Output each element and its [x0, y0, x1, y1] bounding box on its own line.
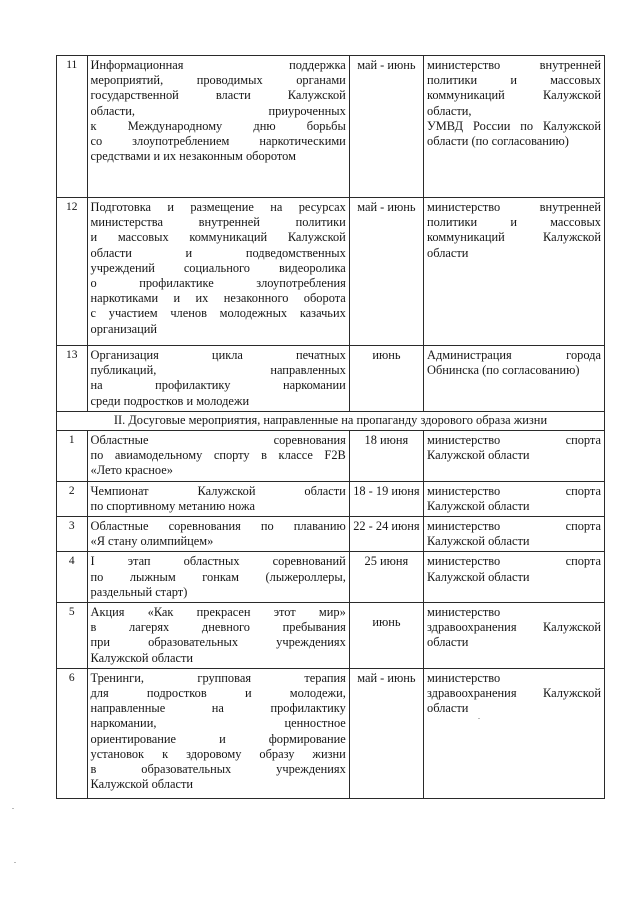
responsible-org: [424, 603, 605, 669]
row-number: 2: [57, 481, 88, 516]
activity-name: [87, 346, 349, 412]
activity-name-line: Областные соревнования: [90, 433, 346, 448]
activity-name-line: с участием членов молодежных казачьих: [90, 306, 346, 321]
responsible-org-line: министерство спорта: [427, 483, 601, 498]
responsible-org-line: политики и массовых: [427, 215, 601, 230]
activity-name-line: Информационная поддержка: [90, 58, 346, 72]
responsible-org-line: области (по согласованию): [427, 134, 569, 149]
responsible-org: [424, 346, 605, 412]
activity-name: [87, 603, 349, 669]
responsible-org-line: Калужской области: [427, 498, 530, 513]
activity-date: май - июнь: [349, 198, 423, 346]
activity-name-line: «Я стану олимпийцем»: [90, 534, 214, 549]
table-body-section-1: [57, 56, 605, 412]
section-title: II. Досуговые мероприятия, направленные на пропаганду здорового образа жизни: [57, 411, 605, 430]
scan-speck: [478, 718, 480, 719]
responsible-org-line: министерство: [427, 605, 501, 620]
table-row: [57, 552, 605, 603]
activity-name-line: публикаций, направленных: [90, 363, 346, 378]
scan-speck: [12, 808, 14, 809]
responsible-org-line: коммуникаций Калужской: [427, 230, 601, 245]
responsible-org-line: области: [427, 701, 469, 716]
table-row: [57, 517, 605, 552]
activity-name-line: Калужской области: [90, 650, 193, 665]
responsible-org-line: Обнинска (по согласованию): [427, 363, 580, 378]
responsible-org-line: министерство спорта: [427, 554, 601, 569]
measures-table: [56, 55, 605, 799]
activity-name-line: ориентирование и формирование: [90, 731, 346, 746]
responsible-org: [424, 198, 605, 346]
table-row: [57, 603, 605, 669]
table-row: [57, 198, 605, 346]
activity-name: [87, 481, 349, 516]
responsible-org: [424, 56, 605, 198]
activity-name-line: по авиамодельному спорту в классе F2B: [90, 448, 346, 463]
activity-name-line: области и подведомственных: [90, 245, 346, 260]
responsible-org-line: области: [427, 245, 469, 260]
activity-name-line: направленные на профилактику: [90, 701, 346, 716]
table-row: [57, 56, 605, 198]
activity-name-line: по спортивному метанию ножа: [90, 498, 256, 513]
row-number: 1: [57, 431, 88, 482]
row-number: 3: [57, 517, 88, 552]
activity-name-line: к Международному дню борьбы: [90, 118, 346, 133]
activity-name-line: наркомании, ценностное: [90, 716, 346, 731]
responsible-org-line: УМВД России по Калужской: [427, 118, 601, 133]
table-body-section-header: [57, 411, 605, 430]
row-number: 6: [57, 668, 88, 798]
responsible-org-line: Администрация города: [427, 348, 601, 362]
activity-name-line: мероприятий, проводимых органами: [90, 73, 346, 88]
responsible-org: [424, 431, 605, 482]
table-row: [57, 431, 605, 482]
responsible-org-line: министерство внутренней: [427, 58, 601, 72]
activity-name: [87, 552, 349, 603]
activity-date: июнь: [349, 346, 423, 412]
activity-name-line: Подготовка и размещение на ресурсах: [90, 200, 346, 214]
activity-name-line: Тренинги, групповая терапия: [90, 670, 346, 685]
row-number: 13: [57, 346, 88, 412]
activity-name-line: для подростков и молодежи,: [90, 686, 346, 701]
activity-date: май - июнь: [349, 668, 423, 798]
responsible-org: [424, 517, 605, 552]
activity-name-line: по лыжным гонкам (лыжероллеры,: [90, 569, 346, 584]
table-row: [57, 668, 605, 798]
responsible-org-line: министерство спорта: [427, 519, 601, 534]
activity-name-line: Областные соревнования по плаванию: [90, 519, 346, 534]
activity-name: [87, 56, 349, 198]
activity-name-line: Чемпионат Калужской области: [90, 483, 346, 498]
row-number: 11: [57, 56, 88, 198]
activity-name: [87, 431, 349, 482]
activity-name: [87, 668, 349, 798]
responsible-org-line: здравоохранения Калужской: [427, 620, 601, 635]
activity-name-line: раздельный старт): [90, 584, 188, 599]
activity-name: [87, 198, 349, 346]
activity-name-line: министерства внутренней политики: [90, 215, 346, 230]
activity-name-line: I этап областных соревнований: [90, 554, 346, 569]
activity-date: 22 - 24 июня: [349, 517, 423, 552]
responsible-org-line: области: [427, 635, 469, 650]
row-number: 5: [57, 603, 88, 669]
row-number: 4: [57, 552, 88, 603]
responsible-org-line: политики и массовых: [427, 73, 601, 88]
activity-name-line: в образовательных учреждениях: [90, 762, 346, 777]
row-number: 12: [57, 198, 88, 346]
activity-name: [87, 517, 349, 552]
activity-name-line: Акция «Как прекрасен этот мир»: [90, 605, 346, 620]
activity-date: 18 июня: [349, 431, 423, 482]
activity-name-line: среди подростков и молодежи: [90, 393, 250, 408]
activity-name-line: при образовательных учреждениях: [90, 635, 346, 650]
table-row: [57, 346, 605, 412]
activity-name-line: учреждений социального видеоролика: [90, 260, 346, 275]
activity-name-line: Калужской области: [90, 777, 193, 792]
responsible-org: [424, 481, 605, 516]
activity-name-line: средствами и их незаконным оборотом: [90, 149, 296, 164]
activity-name-line: на профилактику наркомании: [90, 378, 346, 393]
activity-name-line: установок к здоровому образу жизни: [90, 746, 346, 761]
responsible-org-line: Калужской области: [427, 448, 530, 463]
scan-speck: [14, 862, 16, 863]
activity-name-line: Организация цикла печатных: [90, 348, 346, 362]
activity-date: 18 - 19 июня: [349, 481, 423, 516]
activity-name-line: в лагерях дневного пребывания: [90, 620, 346, 635]
activity-name-line: наркотиками и их незаконного оборота: [90, 291, 346, 306]
responsible-org-line: здравоохранения Калужской: [427, 686, 601, 701]
table-row: [57, 481, 605, 516]
responsible-org-line: Калужской области: [427, 534, 530, 549]
responsible-org-line: Калужской области: [427, 569, 530, 584]
table-body-section-2: [57, 431, 605, 799]
activity-name-line: со злоупотреблением наркотическими: [90, 134, 346, 149]
activity-date: май - июнь: [349, 56, 423, 198]
activity-name-line: о профилактике злоупотребления: [90, 276, 346, 291]
responsible-org-line: министерство внутренней: [427, 200, 601, 214]
responsible-org: [424, 668, 605, 798]
activity-date: июнь: [349, 603, 423, 669]
activity-name-line: и массовых коммуникаций Калужской: [90, 230, 346, 245]
responsible-org-line: министерство спорта: [427, 433, 601, 448]
responsible-org-line: коммуникаций Калужской: [427, 88, 601, 103]
activity-date: 25 июня: [349, 552, 423, 603]
responsible-org-line: области,: [427, 103, 472, 118]
activity-name-line: области, приуроченных: [90, 103, 346, 118]
activity-name-line: организаций: [90, 321, 158, 336]
section-header-row: [57, 411, 605, 430]
activity-name-line: государственной власти Калужской: [90, 88, 346, 103]
responsible-org-line: министерство: [427, 670, 501, 685]
activity-name-line: «Лето красное»: [90, 463, 173, 478]
responsible-org: [424, 552, 605, 603]
